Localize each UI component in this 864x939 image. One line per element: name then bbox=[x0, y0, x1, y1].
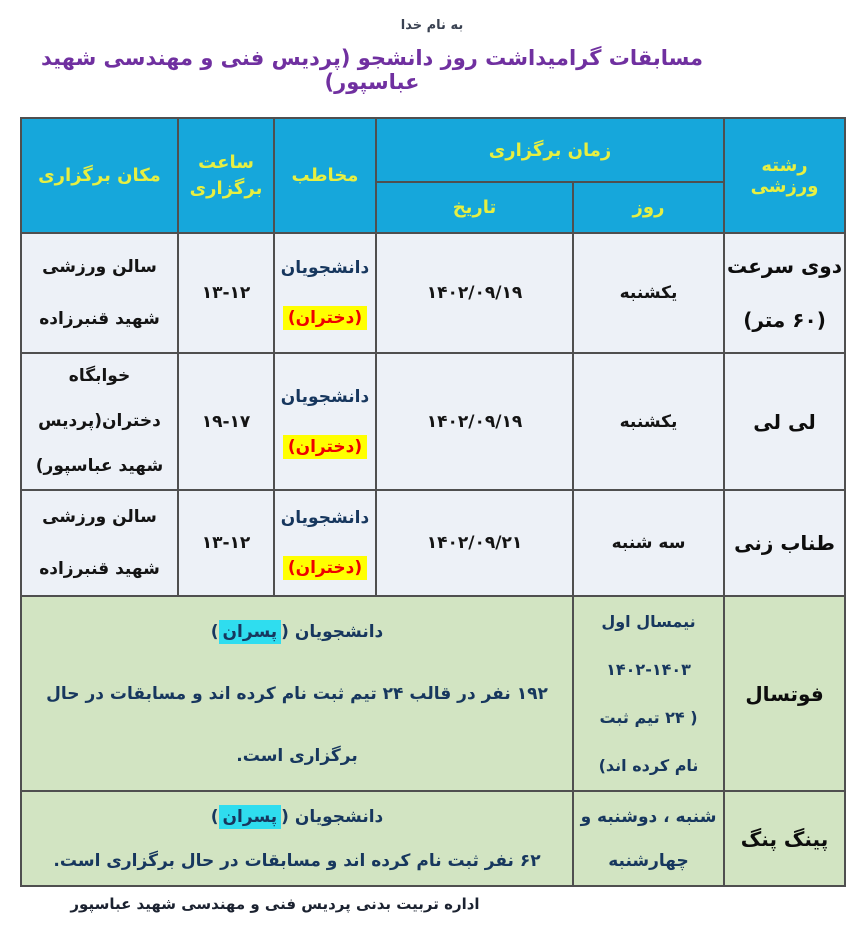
pingpong-schedule-cell: شنبه ، دوشنبه و چهارشنبه bbox=[573, 791, 724, 886]
table-row-pingpong bbox=[21, 791, 845, 886]
pingpong-details-cell bbox=[21, 791, 573, 886]
header-sport: رشته ورزشی bbox=[724, 118, 845, 233]
hours-cell: ۱۳-۱۲ bbox=[178, 233, 274, 353]
day-cell: یکشنبه bbox=[573, 233, 724, 353]
page-title: مسابقات گرامیداشت روز دانشجو (پردیس فنی و مهندسی شهید عباسپور) bbox=[41, 46, 703, 94]
sport-name-futsal: فوتسال bbox=[724, 596, 845, 791]
table-row-futsal bbox=[21, 596, 845, 791]
day-cell: یکشنبه bbox=[573, 353, 724, 490]
table-row-leyli bbox=[21, 353, 845, 490]
bismillah-text: به نام خدا bbox=[400, 18, 464, 33]
header-audience: مخاطب bbox=[274, 118, 376, 233]
girls-highlight: (دختران) bbox=[283, 306, 367, 330]
location-cell: خوابگاه دختران(پردیس شهید عباسپور) bbox=[21, 353, 178, 490]
boys-highlight: پسران bbox=[219, 805, 282, 829]
date-cell: ۱۴۰۲/۰۹/۱۹ bbox=[376, 353, 573, 490]
futsal-audience-line: دانشجویان (پسران) bbox=[210, 621, 384, 642]
girls-highlight: (دختران) bbox=[283, 435, 367, 459]
futsal-body-line1: ۱۹۲ نفر در قالب ۲۴ تیم ثبت نام کرده اند و مسابقات در حال bbox=[46, 683, 548, 704]
futsal-schedule-cell: نیمسال اول ۱۴۰۲-۱۴۰۳ ( ۲۴ تیم ثبت نام کرده اند) bbox=[573, 596, 724, 791]
header-time-group: زمان برگزاری bbox=[376, 118, 724, 182]
header-hour-line1: ساعت bbox=[198, 151, 254, 173]
footer-text: اداره تربیت بدنی پردیس فنی و مهندسی شهید عباسپور bbox=[70, 895, 480, 913]
location-cell: سالن ورزشی شهید قنبرزاده bbox=[21, 233, 178, 353]
sport-name-rope: طناب زنی bbox=[724, 490, 845, 596]
sport-name-sprint: دوی سرعت (۶۰ متر) bbox=[724, 233, 845, 353]
header-hour-line2: برگزاری bbox=[189, 177, 263, 199]
header-location: مکان برگزاری bbox=[21, 118, 178, 233]
header-day: روز bbox=[573, 182, 724, 233]
audience-cell: دانشجویان (دختران) bbox=[274, 490, 376, 596]
competitions-table bbox=[20, 117, 846, 887]
pingpong-audience-line: دانشجویان (پسران) bbox=[210, 806, 384, 827]
futsal-body-line2: برگزاری است. bbox=[236, 745, 358, 766]
hours-cell: ۱۹-۱۷ bbox=[178, 353, 274, 490]
sport-name-leyli: لی لی bbox=[724, 353, 845, 490]
audience-cell: دانشجویان (دختران) bbox=[274, 233, 376, 353]
day-cell: سه شنبه bbox=[573, 490, 724, 596]
hours-cell: ۱۳-۱۲ bbox=[178, 490, 274, 596]
location-cell: سالن ورزشی شهید قنبرزاده bbox=[21, 490, 178, 596]
date-cell: ۱۴۰۲/۰۹/۲۱ bbox=[376, 490, 573, 596]
header-row-1 bbox=[21, 118, 845, 182]
girls-highlight: (دختران) bbox=[283, 556, 367, 580]
boys-highlight: پسران bbox=[219, 620, 282, 644]
header-date: تاریخ bbox=[376, 182, 573, 233]
futsal-details-cell bbox=[21, 596, 573, 791]
header-hour bbox=[178, 118, 274, 233]
audience-cell: دانشجویان (دختران) bbox=[274, 353, 376, 490]
table-row-rope bbox=[21, 490, 845, 596]
date-cell: ۱۴۰۲/۰۹/۱۹ bbox=[376, 233, 573, 353]
sport-name-pingpong: پینگ پنگ bbox=[724, 791, 845, 886]
pingpong-body-line1: ۶۲ نفر ثبت نام کرده اند و مسابقات در حال برگزاری است. bbox=[53, 850, 541, 871]
table-row-sprint bbox=[21, 233, 845, 353]
